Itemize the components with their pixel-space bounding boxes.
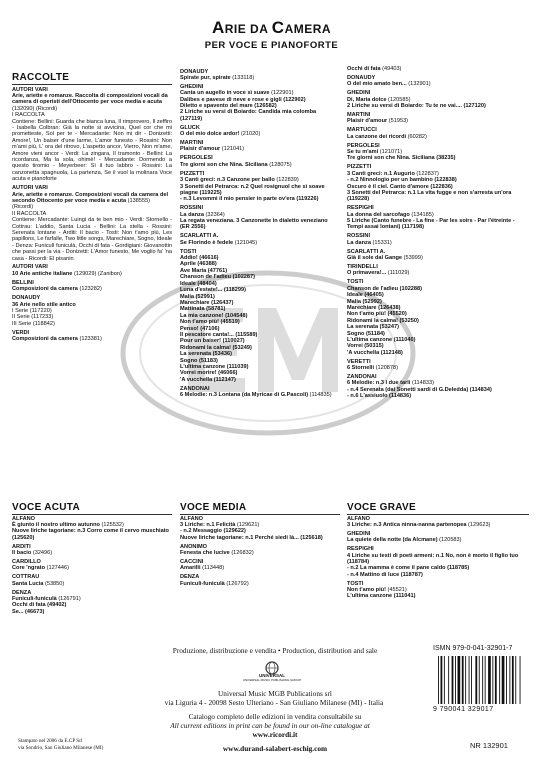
footer-address: via Liguria 4 - 20098 Sesto Ulteriano - San Giuliano Milanese (MI) - Italia bbox=[164, 698, 384, 707]
work-entry: Luna d'estate!... (118299) bbox=[180, 287, 246, 294]
composer-name: TOSTI bbox=[347, 580, 364, 587]
section-voce-media: VOCE MEDIA bbox=[180, 502, 247, 513]
work-entry: Il pescatore canta!... (115589) bbox=[180, 331, 258, 338]
composer-name: PERGOLESI bbox=[180, 155, 213, 162]
catalogue-code: (126792) bbox=[226, 580, 249, 587]
composer-name: AUTORI VARI bbox=[12, 185, 48, 192]
barcode-bar bbox=[520, 656, 521, 704]
work-entry: - n.2 La mamma è come il pane caldo (118785) bbox=[347, 565, 470, 572]
composer-name: AUTORI VARI bbox=[12, 264, 48, 271]
work-entry: 3 Sonetti del Petrarca: n.2 Quel rosignuol che sì soave piagne (119225) bbox=[180, 183, 325, 196]
work-entry: - n.6 L'assiuolo (114836) bbox=[347, 393, 412, 400]
barcode-bar bbox=[469, 656, 470, 704]
work-title: Santa Lucia bbox=[12, 580, 44, 587]
contents-paragraph: Contiene: Mercadante: Luingi da te ben mio - Verdi: Stornello - Cottrau: L'addio, Santa Lucia - Bellini: La stella - Rossini: Serenata lontane - Arditi: Il bacio - Tosti: Non t'amo più, Les papillons, Le farfalle, Two little songs, Marechiare, Sogno, Ideale - Denza: Funiculì funiculà, Occhi di fata - Gordigiani: Giovanottin che passi per la via - Donizetti: L'Amor funesto, Me voglio fa' 'na casa - Ricordi: El pisanin bbox=[12, 217, 172, 262]
composer-name: ZANDONAI bbox=[180, 385, 210, 392]
column-voce-acuta bbox=[12, 513, 172, 615]
work-title: Plaisir d'amour bbox=[180, 146, 221, 153]
work-entry: - n.4 Mattino di luce (118787) bbox=[347, 571, 423, 578]
work-entry: Marechiare (126438) bbox=[347, 304, 401, 311]
work-entry bbox=[347, 81, 529, 87]
work-entry bbox=[347, 66, 529, 72]
composer-name: ZANDONAI bbox=[347, 373, 377, 380]
work-title: O del mio amato ben... bbox=[347, 81, 407, 88]
volume-entry: I Serie (117220) bbox=[12, 307, 52, 314]
logo-subtitle: UNIVERSAL MUSIC PUBLISHING GROUP bbox=[242, 678, 302, 682]
composer-name: SCARLATTI A. bbox=[180, 233, 219, 240]
work-title: Composizioni da camera bbox=[12, 286, 78, 293]
work-entry: Non t'amo più! (45520) bbox=[347, 311, 407, 318]
volume-entry: I RACCOLTA bbox=[12, 112, 45, 119]
work-entry: 2 Liriche su versi di Boiardo: Candida mia colomba (127119) bbox=[180, 109, 317, 122]
work-entry bbox=[347, 537, 529, 543]
work-title: Il bacio bbox=[12, 550, 32, 557]
work-entry: Se... (46673) bbox=[12, 608, 45, 615]
work-title: 6 Stornelli bbox=[347, 365, 375, 372]
volume-entry: III Serie (118842) bbox=[12, 320, 55, 327]
barcode-bar bbox=[488, 656, 491, 704]
work-entry: Nuove liriche tagoriane: n.1 Perché siedi là... (125618) bbox=[180, 534, 323, 541]
composer-name: VERETTI bbox=[347, 358, 371, 365]
barcode-bar bbox=[485, 656, 486, 704]
barcode-bar bbox=[444, 656, 445, 704]
barcode-bar bbox=[471, 656, 472, 704]
work-title: Fenesta che lucive bbox=[180, 550, 230, 557]
work-title: Amarilli bbox=[180, 565, 201, 572]
composer-name: GHEDINI bbox=[347, 90, 371, 97]
work-entry: L'ultima canzone (111041) bbox=[347, 593, 416, 600]
catalogue-code: (60282) bbox=[407, 133, 427, 140]
work-entry bbox=[347, 270, 529, 276]
catalogue-code: (138555) (Ricordi) bbox=[12, 197, 151, 211]
catalogue-number: NR 132901 bbox=[470, 741, 508, 750]
work-entry: Vorrei (50315) bbox=[347, 343, 384, 350]
barcode-bar bbox=[448, 656, 449, 704]
work-entry: Occhi di fata (49402) bbox=[12, 602, 67, 609]
work-entry: La regata veneziana. 3 Canzonette in dialetto veneziano (ER 2556) bbox=[180, 218, 328, 231]
barcode-bar bbox=[509, 656, 510, 704]
composer-name: COTTRAU bbox=[12, 574, 40, 581]
logo-wordmark: UNIVERSAL bbox=[258, 673, 285, 678]
work-entry bbox=[12, 192, 172, 211]
catalogue-code: (15331) bbox=[372, 239, 392, 246]
composer-name: ANONIMO bbox=[180, 543, 208, 550]
barcode-bar bbox=[515, 656, 516, 704]
work-title: La canzone dei ricordi bbox=[347, 133, 407, 140]
barcode-bar bbox=[441, 656, 443, 704]
column-voce-media bbox=[180, 513, 340, 587]
work-entry: Marechiare (126437) bbox=[180, 299, 234, 306]
work-entry bbox=[12, 93, 172, 112]
barcode-bar bbox=[465, 656, 466, 704]
composer-name: RESPIGHI bbox=[347, 546, 374, 553]
work-title: La donna del sarcofago bbox=[347, 211, 410, 218]
printed-address: via Sondrio, San Giuliano Milanese (MI) bbox=[18, 745, 104, 751]
work-title: La quiete della notte (da Alcmane) bbox=[347, 537, 438, 544]
barcode-digits: 9 790041 329017 bbox=[433, 706, 494, 713]
work-entry bbox=[180, 550, 340, 556]
work-title: La danza bbox=[347, 239, 371, 246]
work-entry: L'ultima canzone (111040) bbox=[347, 336, 416, 343]
composer-name: DONAUDY bbox=[347, 74, 376, 81]
work-entry bbox=[347, 118, 529, 124]
work-entry bbox=[180, 162, 338, 168]
catalogue-code: (122839) bbox=[276, 177, 299, 184]
composer-name: ALFANO bbox=[180, 515, 203, 522]
catalogue-code: (111029) bbox=[387, 270, 410, 277]
catalogue-code: (121071) bbox=[379, 148, 403, 155]
composer-name: ROSSINI bbox=[347, 233, 371, 240]
composer-name: PERGOLESI bbox=[347, 142, 380, 149]
work-title: Plaisir d'amour bbox=[347, 118, 388, 125]
catalogue-code: (126791) bbox=[58, 595, 81, 602]
composer-name: ARDITI bbox=[12, 543, 31, 550]
website-link-ricordi[interactable]: www.ricordi.it bbox=[252, 730, 298, 739]
work-entry bbox=[12, 271, 172, 277]
work-entry: Malia (52991) bbox=[180, 293, 215, 300]
work-entry: Nuove liriche tagoriane: n.3 Corro come il cervo muschiato (125620) bbox=[12, 528, 169, 541]
composer-name: TIRINDELLI bbox=[347, 263, 378, 270]
work-entry: Ave Maria (47761) bbox=[180, 267, 228, 274]
work-entry: La serenata (53436) bbox=[180, 351, 232, 358]
work-entry: - n.2 Messaggio (129622) bbox=[180, 528, 246, 535]
work-entry: - n.2 Ninnologio per un bambino (122838) bbox=[347, 177, 457, 184]
column-right bbox=[347, 66, 529, 400]
catalogue-code: (51953) bbox=[388, 118, 409, 125]
work-title: 3 Liriche: n.3 Antica ninna-nanna partenopea bbox=[347, 521, 467, 528]
work-title: Funiculì-funiculà bbox=[180, 580, 225, 587]
catalogue-code: (32364) bbox=[205, 211, 225, 218]
composer-name: ALFANO bbox=[12, 515, 35, 522]
composer-name: GHEDINI bbox=[180, 83, 204, 90]
work-title: Non t'amo più! bbox=[347, 587, 386, 594]
work-entry: Non t'amo più! (45519) bbox=[180, 319, 240, 326]
composer-name: PIZZETTI bbox=[347, 164, 372, 171]
website-link-durand[interactable]: www.durand-salabert-eschig.com bbox=[222, 744, 328, 753]
volume-entry: II Serie (117233) bbox=[12, 314, 54, 321]
work-entry: Dalibes e pavese di neve e rose e gigli (122902) bbox=[180, 96, 306, 103]
catalogue-code: (127446) bbox=[46, 565, 69, 572]
barcode-bar bbox=[502, 656, 505, 704]
work-entry bbox=[347, 240, 529, 246]
catalogue-code: (120583) bbox=[439, 537, 462, 544]
work-title: Già il sole dal Gange bbox=[347, 255, 403, 262]
work-entry bbox=[347, 365, 529, 371]
work-entry: Ridonami la calma! (53249) bbox=[180, 344, 252, 351]
catalogue-code: (120878) bbox=[375, 365, 399, 372]
work-title: O del mio dolce ardor! bbox=[180, 131, 240, 138]
work-entry bbox=[12, 550, 172, 556]
work-entry: Chanson de l'adieu (102288) bbox=[347, 285, 423, 292]
footer-catalogue-it: Catalogo completo delle edizioni in vendita consultabile su bbox=[188, 712, 362, 721]
composer-name: DENZA bbox=[12, 589, 32, 596]
work-entry bbox=[180, 565, 340, 571]
work-entry: Penso! (47106) bbox=[180, 325, 220, 332]
section-voce-grave: VOCE GRAVE bbox=[347, 502, 416, 513]
work-entry: 'A vucchella (112148) bbox=[347, 349, 403, 356]
composer-name: DONAUDY bbox=[180, 68, 209, 75]
work-entry: Sogno (51183) bbox=[180, 357, 218, 364]
composer-name: CARDILLO bbox=[12, 558, 41, 565]
work-title: È giunto il nostro ultimo autunno bbox=[12, 521, 100, 528]
composer-name: RESPIGHI bbox=[347, 205, 374, 212]
barcode-bar bbox=[452, 656, 454, 704]
catalogue-code: (125532) bbox=[101, 521, 124, 528]
composer-name: TOSTI bbox=[180, 248, 197, 255]
work-title: Composizioni da camera bbox=[12, 336, 78, 343]
page-subtitle: PER VOCE E PIANOFORTE bbox=[204, 40, 339, 51]
work-entry: Addio! (46616) bbox=[180, 255, 219, 262]
work-entry bbox=[180, 581, 340, 587]
work-title: 6 Melodie: n.3 Lontana (da Myricae di G.Pascoli) bbox=[180, 392, 309, 399]
work-entry bbox=[180, 146, 338, 152]
catalogue-code: (120585) bbox=[388, 96, 411, 103]
column-voce-grave bbox=[347, 513, 529, 600]
catalogue-code: (45521) bbox=[387, 587, 407, 594]
barcode-bar bbox=[495, 656, 497, 704]
composer-name: MARTUCCI bbox=[347, 127, 377, 134]
catalogue-code: (123381) bbox=[79, 336, 102, 343]
work-title: Arie, ariette e romanze. Composizioni vocali da camera del secondo Ottocento per voce media e acuta bbox=[12, 191, 169, 204]
composer-name: DENZA bbox=[180, 574, 200, 581]
work-entry bbox=[12, 581, 172, 587]
catalogue-code: (126832) bbox=[231, 550, 254, 557]
work-entry: Ridonami la calma! (53250) bbox=[347, 317, 419, 324]
catalogue-code: (53850) bbox=[44, 580, 65, 587]
catalogue-code: (122837) bbox=[416, 170, 439, 177]
ismn-code: ISMN 979-0-041-32901-7 bbox=[433, 645, 513, 652]
catalogue-code: (128075) bbox=[269, 161, 292, 168]
work-title: 4 Liriche su testi di poeti armeni: n.1 No, non è morto il figlio tuo (118784) bbox=[347, 552, 519, 565]
work-entry: Tre giorni son che Nina. Siciliana (38235) bbox=[347, 155, 456, 162]
catalogue-code: (49403) bbox=[382, 66, 402, 72]
work-title: 3 Liriche: n.1 Felicità bbox=[180, 521, 236, 528]
work-title: Spirate pur, spirate bbox=[180, 74, 231, 81]
catalogue-code: (133118) bbox=[232, 74, 255, 81]
work-entry bbox=[347, 134, 529, 140]
work-entry bbox=[180, 240, 338, 246]
composer-name: PIZZETTI bbox=[180, 170, 205, 177]
composer-name: ROSSINI bbox=[180, 205, 204, 212]
catalogue-code: (53999) bbox=[403, 255, 423, 262]
work-entry: Diletto e spavento del mare (126582) bbox=[180, 103, 277, 110]
composer-name: GLUCK bbox=[180, 124, 200, 131]
work-entry: Ideale (46405) bbox=[347, 292, 384, 299]
work-entry: Chanson de l'adieu (102287) bbox=[180, 274, 256, 281]
composer-name: BELLINI bbox=[12, 279, 34, 286]
work-entry bbox=[180, 392, 338, 398]
work-title: Funiculì-funiculà bbox=[12, 595, 57, 602]
barcode-bar bbox=[475, 656, 477, 704]
work-entry: Malia (52992) bbox=[347, 298, 382, 305]
catalogue-code: (132090) (Ricordi) bbox=[12, 105, 58, 112]
work-title: 36 Arie nello stile antico bbox=[12, 301, 76, 308]
work-entry: 3 Sonetti del Petrarca: n.1 La vita fugge e non s'arresta un'ora (119228) bbox=[347, 189, 512, 203]
barcode-bar bbox=[479, 656, 480, 704]
composer-name: CACCINI bbox=[180, 558, 204, 565]
work-title: Core 'ngrato bbox=[12, 565, 46, 572]
work-entry: L'ultima canzone (111039) bbox=[180, 363, 249, 370]
catalogue-code: (129029) (Zanibon) bbox=[73, 270, 122, 277]
footer-catalogue-en: All current editions in print can be found in our on-line catalogue at bbox=[170, 721, 370, 730]
composer-name: TOSTI bbox=[347, 279, 364, 286]
work-title: Di, Maria dolce bbox=[347, 96, 387, 103]
composer-name: MARTINI bbox=[347, 111, 371, 118]
work-title: 6 Melodie: n.3 I due tarli bbox=[347, 380, 411, 387]
page-title: ARIE DA CAMERA bbox=[211, 18, 332, 37]
catalogue-code: (121041) bbox=[221, 146, 245, 153]
barcode-bar bbox=[455, 656, 456, 704]
catalogue-code: (122901) bbox=[271, 90, 294, 97]
work-title: 10 Arie antiche italiane bbox=[12, 270, 73, 277]
composer-name: AUTORI VARI bbox=[12, 86, 48, 93]
catalogue-code: (114833) bbox=[411, 380, 434, 387]
barcode-bar bbox=[458, 656, 461, 704]
footer-production-line: Produzione, distribuzione e vendita • Production, distribution and sale bbox=[172, 646, 378, 655]
catalogue-code: (132901) bbox=[408, 81, 431, 88]
catalogue-code: (129623) bbox=[468, 521, 491, 528]
work-entry: 5 Liriche (Canto funebre - La fine - Par les soirs - Par l'étreinte - Tempi assai lontani) (117198) bbox=[347, 218, 515, 231]
contents-paragraph: Contiene: Bellini: Guarda che bianca luna, Il rimprovero, Il zeffiro - Isabella Colbran: Già la notte si avvicina, Quel cor che mi prometteste, Sol per te - Mercadante: Non mi dir - Donizetti: Amore!, Un baiser d'une larme, L'amor funesto - Rossini: Non m'ami più, L' ora del ritrovo, L'aspetto ancor, Vierro, Non m'ame, Amore vieni ancor - Verdi: La zingara, Il tramonto - Bellini: La ricordanza, Ma la sola, ohimè! - Mercadante: Dormendo a questo tiromio - Meyerbeer: Sì il tuo labbro - Rossini: La canzonetta spagnuola, La partenza, Se il vuol la molinara Voce acuta e pianoforte bbox=[12, 118, 172, 183]
work-entry: Mattinata (58781) bbox=[180, 306, 226, 313]
work-entry: 'A vucchella (112147) bbox=[180, 376, 236, 383]
barcode-bar bbox=[512, 656, 514, 704]
work-title: Se Florindo è fedele bbox=[180, 239, 234, 246]
catalogue-code: (113448) bbox=[202, 565, 225, 572]
barcode-bar bbox=[462, 656, 464, 704]
column-middle bbox=[180, 66, 338, 399]
work-entry bbox=[12, 565, 172, 571]
work-entry: Vorrei morire! (46066) bbox=[180, 370, 238, 377]
volume-entry: II RACCOLTA bbox=[12, 210, 47, 217]
work-entry bbox=[347, 255, 529, 261]
work-entry: Aprile (46388) bbox=[180, 261, 217, 268]
work-title: Canta un augello in voce sì suave bbox=[180, 90, 270, 97]
composer-name: DONAUDY bbox=[12, 295, 41, 302]
work-entry: La mia canzone! (104548) bbox=[180, 312, 248, 319]
work-title: 3 Canti greci: n.3 Canzone per ballo bbox=[180, 177, 275, 184]
catalogue-code: (21020) bbox=[240, 131, 261, 138]
catalogue-code: (129621) bbox=[236, 521, 260, 528]
barcode-bar bbox=[482, 656, 483, 704]
barcode-bar bbox=[492, 656, 493, 704]
catalogue-code: (134185) bbox=[411, 211, 434, 218]
barcode-bar bbox=[499, 656, 500, 704]
work-entry bbox=[12, 286, 172, 292]
work-entry: Sogno (51184) bbox=[347, 330, 385, 337]
barcode-bar bbox=[506, 656, 507, 704]
catalogue-code: (123282) bbox=[79, 286, 102, 293]
work-entry bbox=[347, 522, 529, 528]
work-entry: 2 Liriche su versi di Boiardo: Tu te ne vai.... (127120) bbox=[347, 103, 486, 110]
composer-name: GHEDINI bbox=[347, 530, 371, 537]
barcode bbox=[436, 656, 528, 706]
work-entry bbox=[180, 75, 338, 81]
printed-by: Stampato nel 2006 da E.CP Srl bbox=[18, 738, 83, 744]
work-title: La danza bbox=[180, 211, 204, 218]
work-entry: Ideale (48404) bbox=[180, 280, 217, 287]
footer-company: Universal Music MGB Publications srl bbox=[218, 689, 332, 698]
section-voce-acuta: VOCE ACUTA bbox=[12, 502, 80, 513]
work-entry bbox=[347, 553, 529, 566]
catalogue-code: (114835) bbox=[309, 392, 332, 399]
column-raccolte bbox=[12, 84, 172, 342]
composer-name: SCARLATTI A. bbox=[347, 248, 386, 255]
work-title: 3 Canti greci: n.1 Augurio bbox=[347, 170, 415, 177]
work-entry: - n.3 Levommi il mio pensier in parte ov'era (119226) bbox=[180, 196, 319, 203]
work-title: Se tu m'ami bbox=[347, 148, 379, 155]
section-raccolte: RACCOLTE bbox=[12, 72, 70, 83]
work-entry: Pour un baiser! (110027) bbox=[180, 338, 245, 345]
work-entry: La serenata (53247) bbox=[347, 324, 399, 331]
work-entry bbox=[180, 131, 338, 137]
work-title: Occhi di fata bbox=[347, 66, 381, 72]
composer-name: ALFANO bbox=[347, 515, 370, 522]
composer-name: VERDI bbox=[12, 329, 30, 336]
work-entry bbox=[12, 336, 172, 342]
work-title: Tre giorni son che Nina. Siciliana bbox=[180, 161, 268, 168]
work-title: O primavera!... bbox=[347, 270, 387, 277]
composer-name: MARTINI bbox=[180, 140, 204, 147]
catalogue-code: (32496) bbox=[32, 550, 53, 557]
barcode-bar bbox=[438, 656, 439, 704]
work-title: Arie, ariette e romanze. Raccolta di composizioni vocali da camera di operisti dell'Ottocento per voce media e acuta bbox=[12, 92, 168, 106]
work-entry: Oscuro è il ciel. Canto d'amore (122836) bbox=[347, 183, 453, 190]
work-entry: - n.4 Serenata (dai Sonetti sardi di G.Deledda) (114834) bbox=[347, 386, 492, 393]
catalogue-code: (121045) bbox=[234, 239, 258, 246]
